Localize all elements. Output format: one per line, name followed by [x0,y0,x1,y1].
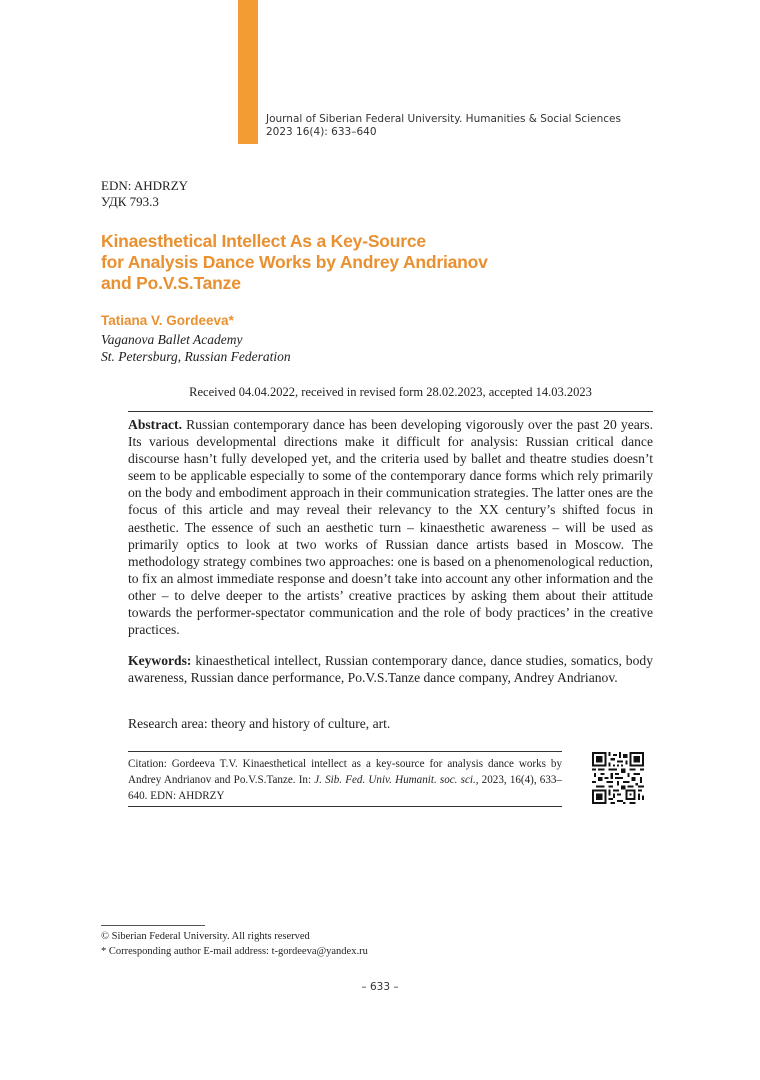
udk-code: УДК 793.3 [101,194,159,209]
edn-code: EDN: AHDRZY [101,178,189,193]
abstract-text: Russian contemporary dance has been developing vigorously over the past 20 years. Its various developmental directions make it difficult for analysis: Russian critical dance discourse hasn’t fully developed yet, and the criteria used by ballet and theatre studies doesn’t seem to be applicable especially to some of the contemporary dance forms which rely primarily on the body and embodiment approach in their communication strategies. The latter ones are the focus of this article and may reveal their relevancy to the XX century’s shifted focus in aesthetic. The essence of such an aesthetic turn – kinaesthetic awareness – will be used as primarily optics to look at two works of Russian dance artists based in Moscow. The methodology strategy combines two approaches: one is based on a phenomenological reduction, to fix an almost immediate response and doesn’t take into account any other information and the other – to delve deeper to the artists’ creative practices by asking them about their attitude towards the performer-spectator communication and the role of body practices’ in the creative practices. [128,417,653,638]
journal-header [266,113,621,139]
keywords-label: Keywords: [128,653,192,668]
footnote-divider [101,925,205,926]
location: St. Petersburg, Russian Federation [101,349,291,364]
research-area: Research area: theory and history of culture, art. [128,716,391,731]
author-affiliation-block [101,331,291,365]
citation-top-divider [128,751,562,752]
title-line: Kinaesthetical Intellect As a Key-Source [101,231,426,251]
title-line: and Po.V.S.Tanze [101,273,241,293]
citation-bottom-divider [128,806,562,807]
received-dates: Received 04.04.2022, received in revised form 28.02.2023, accepted 14.03.2023 [189,385,592,399]
abstract-top-divider [128,411,653,412]
journal-issue: 2023 16(4): 633–640 [266,126,377,138]
abstract-label: Abstract. [128,417,182,432]
abstract [128,416,653,638]
corresponding-author-note: * Corresponding author E-mail address: t-gordeeva@yandex.ru [101,946,368,957]
article-title [101,231,561,294]
citation-journal: J. Sib. Fed. Univ. Humanit. soc. sci. [314,774,476,786]
citation [128,756,562,804]
article-identifiers [101,178,188,210]
footnotes [101,929,368,959]
keywords-text: kinaesthetical intellect, Russian contemporary dance, dance studies, somatics, body awareness, Russian dance performance, Po.V.S.Tanze dance company, Andrey Andrianov. [128,653,653,686]
title-line: for Analysis Dance Works by Andrey Andrianov [101,252,488,272]
keywords [128,652,653,686]
copyright-note: © Siberian Federal University. All rights reserved [101,931,310,942]
journal-name: Journal of Siberian Federal University. Humanities & Social Sciences [266,113,621,125]
citation-suffix: , 2023, 16(4), 633–640. EDN: AHDRZY [128,774,562,802]
journal-accent-bar [238,0,258,144]
page-number: – 633 – [361,981,399,993]
affiliation: Vaganova Ballet Academy [101,332,243,347]
citation-prefix: Citation: Gordeeva T.V. Kinaesthetical intellect as a key-source for analysis dance works by Andrey Andrianov and Po.V.S.Tanze. In: [128,758,562,786]
author-name: Tatiana V. Gordeeva* [101,313,234,328]
qr-code-icon[interactable] [592,752,644,804]
